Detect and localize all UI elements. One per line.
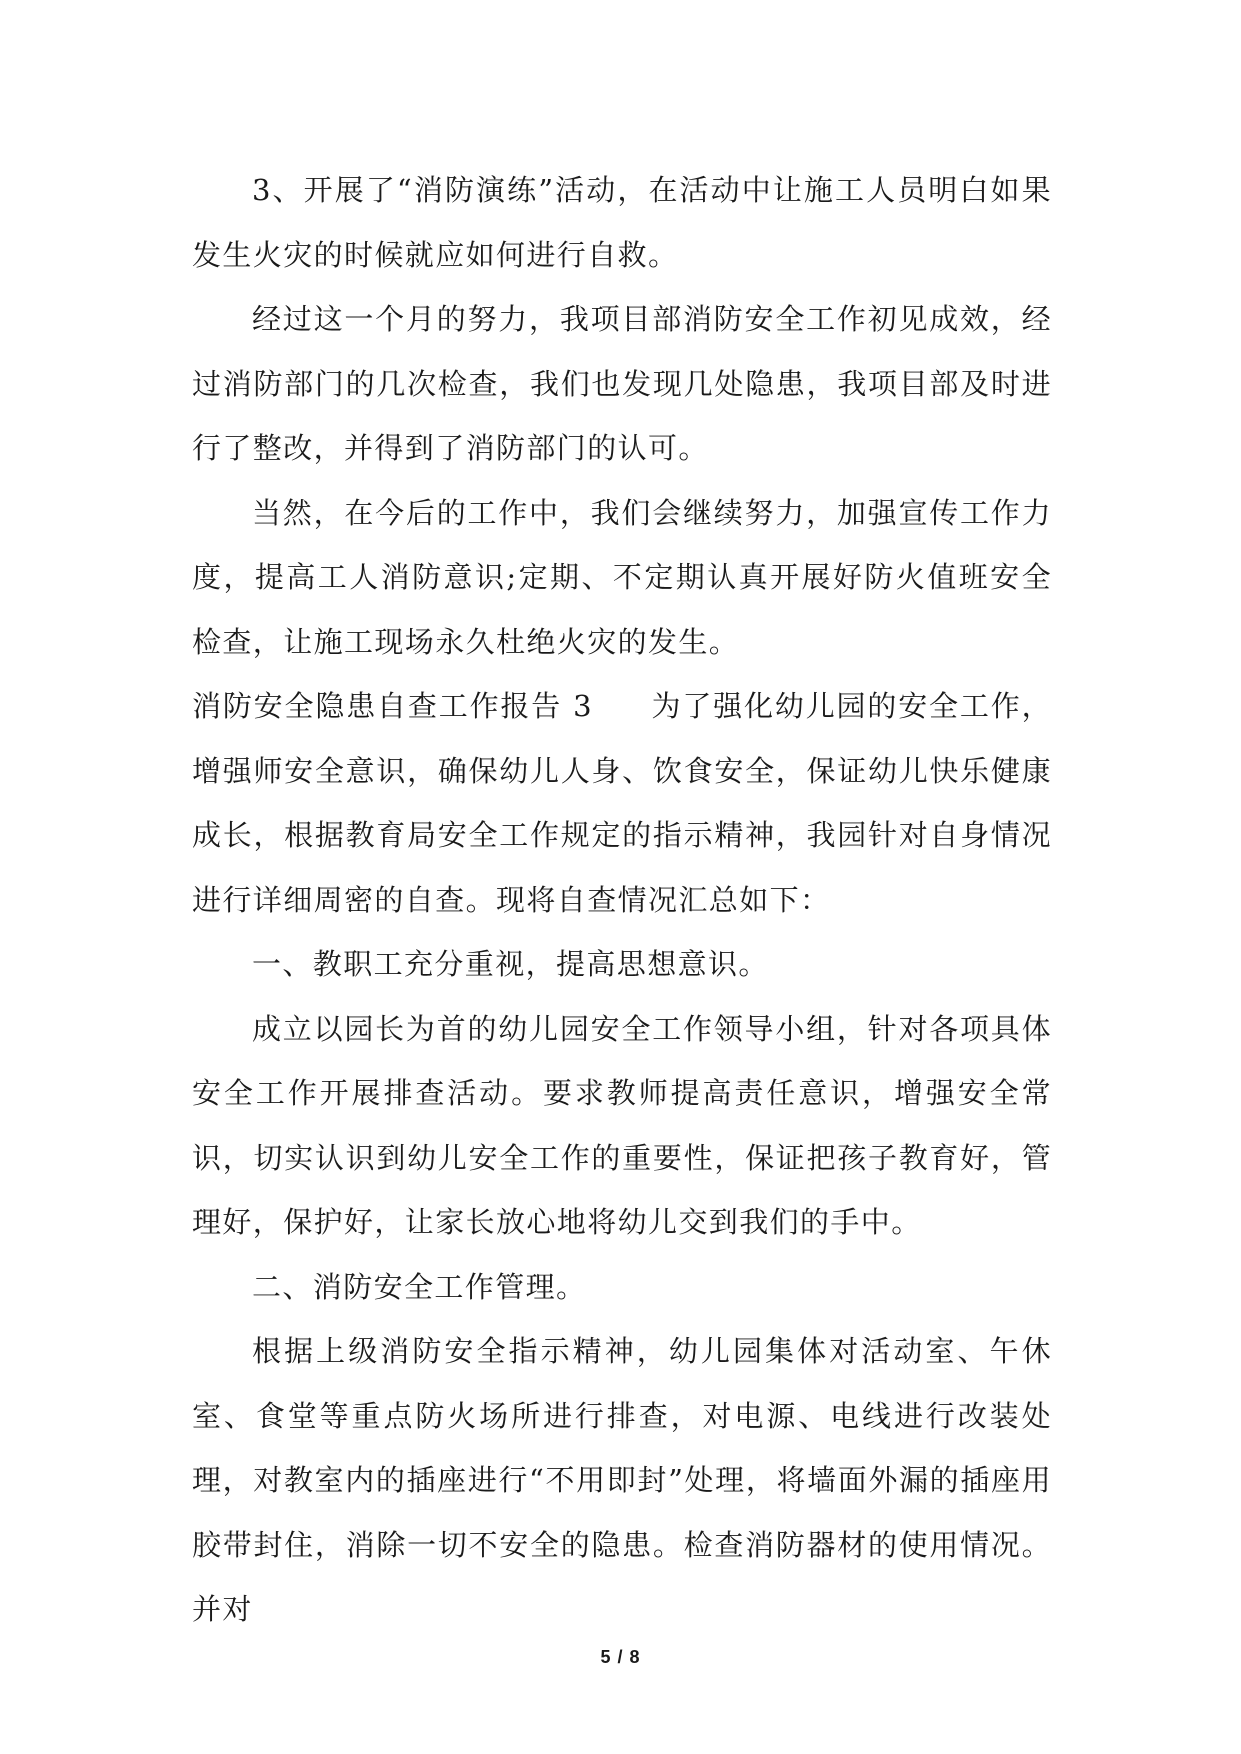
document-body [192, 158, 1052, 1642]
paragraph-item-two-title: 二、消防安全工作管理。 [252, 1269, 587, 1304]
section-heading: 消防安全隐患自查工作报告 3 [192, 689, 594, 723]
paragraph-fire-drill: 3、开展了“消防演练”活动，在活动中让施工人员明白如果发生火灾的时候就应如何进行自救。 [192, 173, 1052, 272]
paragraph-item-one-title: 一、教职工充分重视，提高思想意识。 [252, 947, 769, 981]
section-heading-paragraph [192, 674, 1052, 932]
paragraph-fire-inspection: 根据上级消防安全指示精神，幼儿园集体对活动室、午休室、食堂等重点防火场所进行排查，对电源、电线进行改装处理，对教室内的插座进行“不用即封”处理，将墙面外漏的插座用胶带封住，消除一切不安全的隐患。检查消防器材的使用情况。并对 [192, 1334, 1052, 1626]
section-intro: 为了强化幼儿园的安全工作，增强师安全意识，确保幼儿人身、饮食安全，保证幼儿快乐健康成长，根据教育局安全工作规定的指示精神，我园针对自身情况进行详细周密的自查。现将自查情况汇总如下： [192, 689, 1052, 917]
paragraph-month-effort: 经过这一个月的努力，我项目部消防安全工作初见成效，经过消防部门的几次检查，我们也发现几处隐患，我项目部及时进行了整改，并得到了消防部门的认可。 [192, 302, 1052, 465]
paragraph-leadership-group: 成立以园长为首的幼儿园安全工作领导小组，针对各项具体安全工作开展排查活动。要求教师提高责任意识，增强安全常识，切实认识到幼儿安全工作的重要性，保证把孩子教育好，管理好，保护好，让家长放心地将幼儿交到我们的手中。 [192, 1011, 1052, 1239]
paragraph-future-work: 当然，在今后的工作中，我们会继续努力，加强宣传工作力度，提高工人消防意识;定期、不定期认真开展好防火值班安全检查，让施工现场永久杜绝火灾的发生。 [192, 495, 1052, 659]
page-number: 5 / 8 [600, 1647, 641, 1667]
